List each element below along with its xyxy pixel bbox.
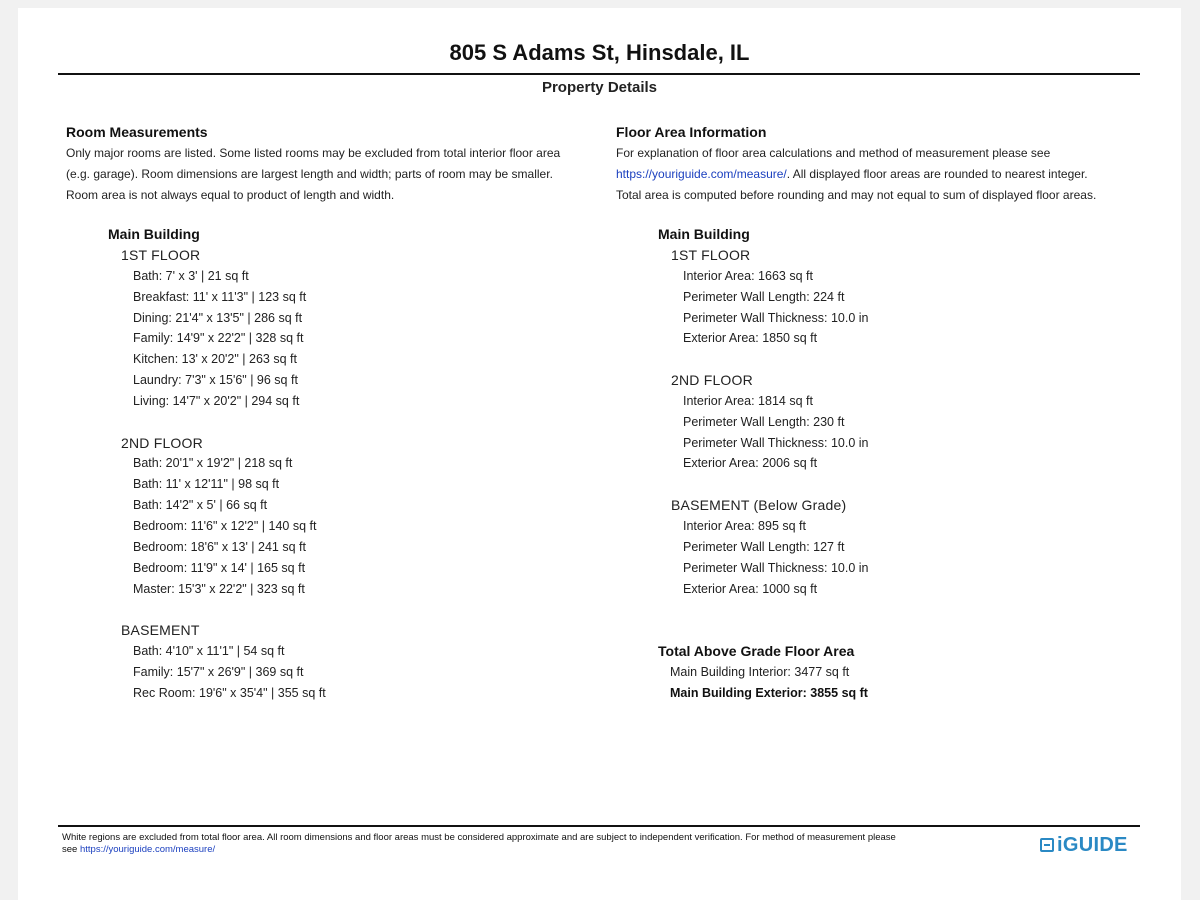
spacer bbox=[658, 620, 869, 641]
footer-prefix: see bbox=[62, 844, 80, 855]
spacer bbox=[658, 599, 869, 620]
room-measurements-heading: Room Measurements bbox=[66, 124, 208, 140]
room-item: Bedroom: 11'9" x 14' | 165 sq ft bbox=[133, 560, 306, 575]
room-note-line: (e.g. garage). Room dimensions are largest length and width; parts of room may be smaller. bbox=[66, 167, 553, 181]
area-note-rest: . All displayed floor areas are rounded to nearest integer. bbox=[786, 167, 1088, 181]
room-item: Bedroom: 11'6" x 12'2" | 140 sq ft bbox=[133, 518, 317, 533]
room-item: Family: 14'9" x 22'2" | 328 sq ft bbox=[133, 331, 304, 346]
area-item: Exterior Area: 1000 sq ft bbox=[683, 581, 818, 596]
footer-divider bbox=[58, 825, 1140, 827]
area-item: Interior Area: 895 sq ft bbox=[683, 518, 806, 533]
footer-disclaimer bbox=[62, 832, 1002, 856]
rooms-list bbox=[108, 245, 326, 704]
area-item: Exterior Area: 2006 sq ft bbox=[683, 456, 818, 471]
area-note-line: Total area is computed before rounding and may not equal to sum of displayed floor areas. bbox=[616, 188, 1097, 202]
floor-name: 2ND FLOOR bbox=[121, 434, 203, 451]
room-item: Laundry: 7'3" x 15'6" | 96 sq ft bbox=[133, 373, 298, 388]
room-item: Dining: 21'4" x 13'5" | 286 sq ft bbox=[133, 310, 303, 325]
iguide-logo-icon bbox=[1040, 838, 1054, 852]
spacer bbox=[108, 412, 326, 433]
area-item: Perimeter Wall Thickness: 10.0 in bbox=[683, 310, 869, 325]
floor-area-heading: Floor Area Information bbox=[616, 124, 767, 140]
spacer bbox=[108, 599, 326, 620]
room-item: Master: 15'3" x 22'2" | 323 sq ft bbox=[133, 581, 305, 596]
area-item: Interior Area: 1663 sq ft bbox=[683, 268, 813, 283]
floor-name: 1ST FLOOR bbox=[121, 247, 201, 263]
measure-link[interactable]: https://youriguide.com/measure/ bbox=[616, 167, 787, 181]
spacer bbox=[658, 474, 869, 495]
area-item: Perimeter Wall Thickness: 10.0 in bbox=[683, 435, 869, 450]
footer-measure-link[interactable]: https://youriguide.com/measure/ bbox=[79, 844, 216, 855]
iguide-logo bbox=[1040, 834, 1128, 856]
room-item: Kitchen: 13' x 20'2" | 263 sq ft bbox=[133, 352, 297, 367]
floor-name: 1ST FLOOR bbox=[671, 247, 751, 263]
page-subtitle: Property Details bbox=[541, 79, 658, 96]
total-exterior: Main Building Exterior: 3855 sq ft bbox=[670, 685, 868, 700]
room-item: Rec Room: 19'6" x 35'4" | 355 sq ft bbox=[133, 685, 326, 700]
footer-line: White regions are excluded from total floor area. All room dimensions and floor areas must be considered approximate and are subject to independent verification. For method of measurement please bbox=[62, 832, 896, 843]
spacer bbox=[658, 349, 869, 370]
room-item: Bath: 14'2" x 5' | 66 sq ft bbox=[133, 498, 268, 513]
area-item: Interior Area: 1814 sq ft bbox=[683, 393, 813, 408]
rooms-building-heading: Main Building bbox=[108, 226, 200, 242]
total-area-heading: Total Above Grade Floor Area bbox=[658, 643, 855, 660]
floor-name: BASEMENT bbox=[121, 622, 200, 639]
room-item: Bath: 7' x 3' | 21 sq ft bbox=[133, 268, 249, 283]
header-divider bbox=[58, 73, 1140, 75]
room-item: Bath: 4'10" x 11'1" | 54 sq ft bbox=[133, 644, 285, 659]
room-item: Family: 15'7" x 26'9" | 369 sq ft bbox=[133, 664, 304, 679]
area-item: Perimeter Wall Length: 230 ft bbox=[683, 414, 845, 429]
room-measurements-intro bbox=[66, 122, 596, 206]
room-note-line: Room area is not always equal to product of length and width. bbox=[66, 188, 395, 202]
areas-building-heading: Main Building bbox=[658, 226, 750, 242]
floor-name: 2ND FLOOR bbox=[671, 372, 753, 389]
floor-area-intro bbox=[616, 122, 1146, 206]
room-item: Breakfast: 11' x 11'3" | 123 sq ft bbox=[133, 289, 307, 304]
area-item: Exterior Area: 1850 sq ft bbox=[683, 331, 818, 346]
area-item: Perimeter Wall Length: 127 ft bbox=[683, 539, 845, 554]
area-note-line bbox=[616, 164, 1146, 185]
page-title: 805 S Adams St, Hinsdale, IL bbox=[449, 40, 750, 65]
room-item: Bath: 11' x 12'11" | 98 sq ft bbox=[133, 477, 280, 492]
report-page bbox=[18, 8, 1181, 900]
room-item: Bedroom: 18'6" x 13' | 241 sq ft bbox=[133, 539, 306, 554]
room-item: Living: 14'7" x 20'2" | 294 sq ft bbox=[133, 393, 300, 408]
iguide-logo-text: iGUIDE bbox=[1057, 833, 1128, 856]
footer-line bbox=[62, 844, 1002, 856]
areas-list bbox=[658, 245, 869, 704]
area-note-line: For explanation of floor area calculations and method of measurement please see bbox=[616, 146, 1051, 160]
floor-name: BASEMENT (Below Grade) bbox=[671, 497, 847, 514]
total-interior: Main Building Interior: 3477 sq ft bbox=[670, 664, 850, 679]
area-item: Perimeter Wall Thickness: 10.0 in bbox=[683, 560, 869, 575]
room-item: Bath: 20'1" x 19'2" | 218 sq ft bbox=[133, 456, 293, 471]
room-note-line: Only major rooms are listed. Some listed rooms may be excluded from total interior floor area bbox=[66, 146, 561, 160]
area-item: Perimeter Wall Length: 224 ft bbox=[683, 289, 845, 304]
